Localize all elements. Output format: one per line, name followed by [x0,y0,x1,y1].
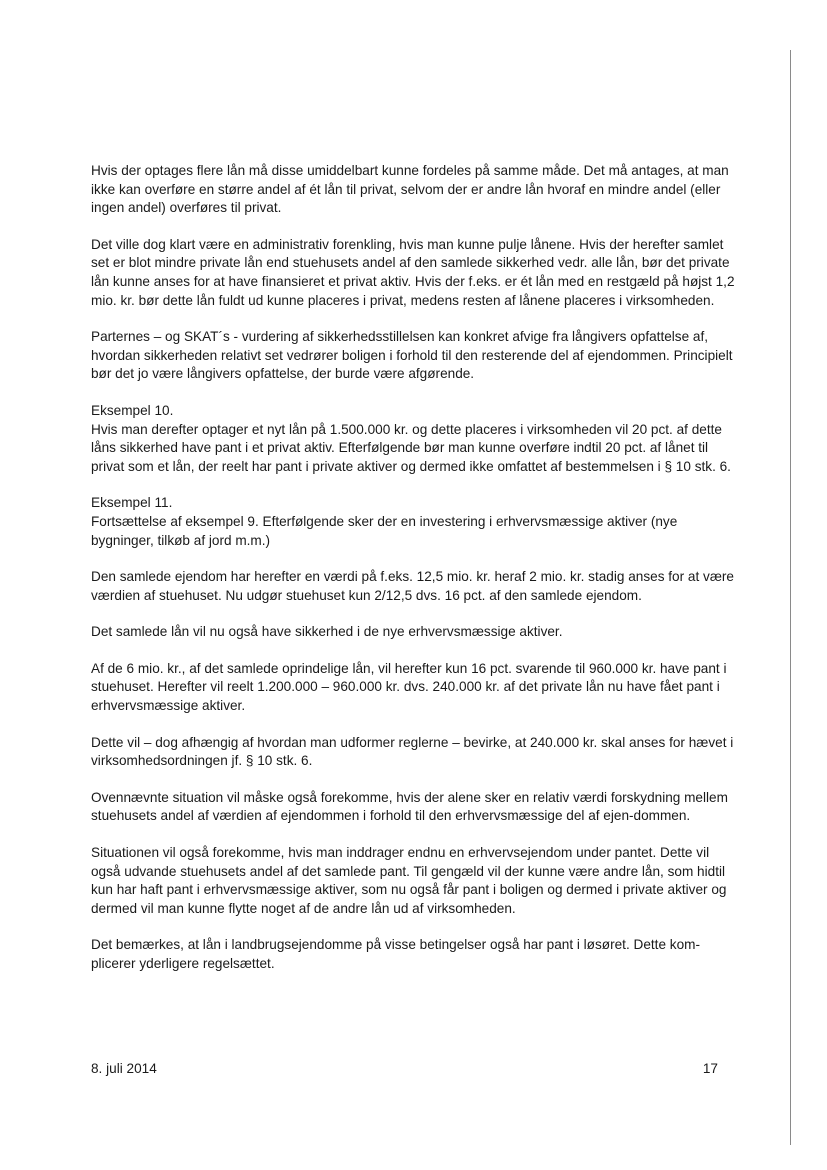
paragraph [91,660,741,716]
example-heading: Eksempel 11. [91,495,173,511]
paragraph [91,236,741,310]
example-paragraph [91,402,741,476]
paragraph [91,734,741,771]
paragraph-text: Det bemærkes, at lån i landbrugsejendomme på visse betingelser også har pant i løsøret. Dette kom-plicerer yderligere regelsættet. [91,937,700,971]
paragraph-text: Af de 6 mio. kr., af det samlede oprindelige lån, vil herefter kun 16 pct. svarende til 960.000 kr. have pant i stuehuset. Herefter vil reelt 1.200.000 – 960.000 kr. dvs. 240.000 kr. af det private lån nu have fået pant i erhvervsmæssige aktiver. [91,660,727,714]
paragraph-text: Det ville dog klart være en administrativ forenkling, hvis man kunne pulje lånene. Hvis der herefter samlet set er blot mindre private lån end stuehusets andel af den samlede sikkerhed vedr. alle lån, bør det private lån kunne anses for at have finansieret et privat aktiv. Hvis der f.eks. er ét lån med en restgæld på højst 1,2 mio. kr. bør dette lån fuldt ud kunne placeres i privat, medens resten af lånene placeres i virksomheden. [91,236,735,308]
paragraph [91,162,741,218]
paragraph [91,789,741,826]
example-paragraph [91,494,741,550]
paragraph-text: Hvis man derefter optager et nyt lån på 1.500.000 kr. og dette placeres i virksomheden vil 20 pct. af dette låns sikkerhed have pant i et privat aktiv. Efterfølgende bør man kunne overføre indtil 20 pct. af lånet til privat som et lån, der reelt har pant i private aktiver og dermed ikke omfattet af bestemmelsen i § 10 stk. 6. [91,421,731,474]
paragraph-text: Situationen vil også forekomme, hvis man inddrager endnu en erhvervsejendom under pantet. Dette vil også udvande stuehusets andel af det samlede pant. Til gengæld vil der kunne være andre lån, som hidtil kun har haft pant i erhvervsmæssige aktiver, som nu også får pant i boligen og dermed i private aktiver og dermed vil man kunne flytte noget af de andre lån ud af virksomheden. [91,845,727,916]
paragraph [91,844,741,918]
paragraph [91,568,741,605]
footer-date: 8. juli 2014 [91,1061,157,1076]
paragraph-text: Fortsættelse af eksempel 9. Efterfølgende sker der en investering i erhvervsmæssige aktiver (nye bygninger, tilkøb af jord m.m.) [91,513,678,548]
example-heading: Eksempel 10. [91,402,174,418]
paragraph [91,936,741,973]
paragraph-text: Ovennævnte situation vil måske også forekomme, hvis der alene sker en relativ værdi forskydning mellem stuehusets andel af værdien af ejendommen i forhold til den erhvervsmæssige del af ejen-dommen. [91,789,728,824]
paragraph [91,623,741,642]
page-number: 17 [702,1061,718,1076]
margin-rule [790,50,791,1145]
document-body [91,162,741,992]
paragraph-text: Den samlede ejendom har herefter en værdi på f.eks. 12,5 mio. kr. heraf 2 mio. kr. stadig anses for at være værdien af stuehuset. Nu udgør stuehuset kun 2/12,5 dvs. 16 pct. af den samlede ejendom. [91,569,734,603]
paragraph-text: Dette vil – dog afhængig af hvordan man udformer reglerne – bevirke, at 240.000 kr. skal anses for hævet i virksomhedsordningen jf. § 10 stk. 6. [91,734,734,769]
paragraph-text: Hvis der optages flere lån må disse umiddelbart kunne fordeles på samme måde. Det må antages, at man ikke kan overføre en større andel af ét lån til privat, selvom der er andre lån hvoraf en mindre andel (eller ingen andel) overføres til privat. [91,163,729,216]
paragraph [91,328,741,384]
paragraph-text: Det samlede lån vil nu også have sikkerhed i de nye erhvervsmæssige aktiver. [91,624,563,640]
paragraph-text: Parternes – og SKAT´s - vurdering af sikkerhedsstillelsen kan konkret afvige fra långivers opfattelse af, hvordan sikkerheden relativt set vedrører boligen i forhold til den resterende del af ejendommen. Principielt bør det jo være långivers opfattelse, der burde være afgørende. [91,329,733,382]
